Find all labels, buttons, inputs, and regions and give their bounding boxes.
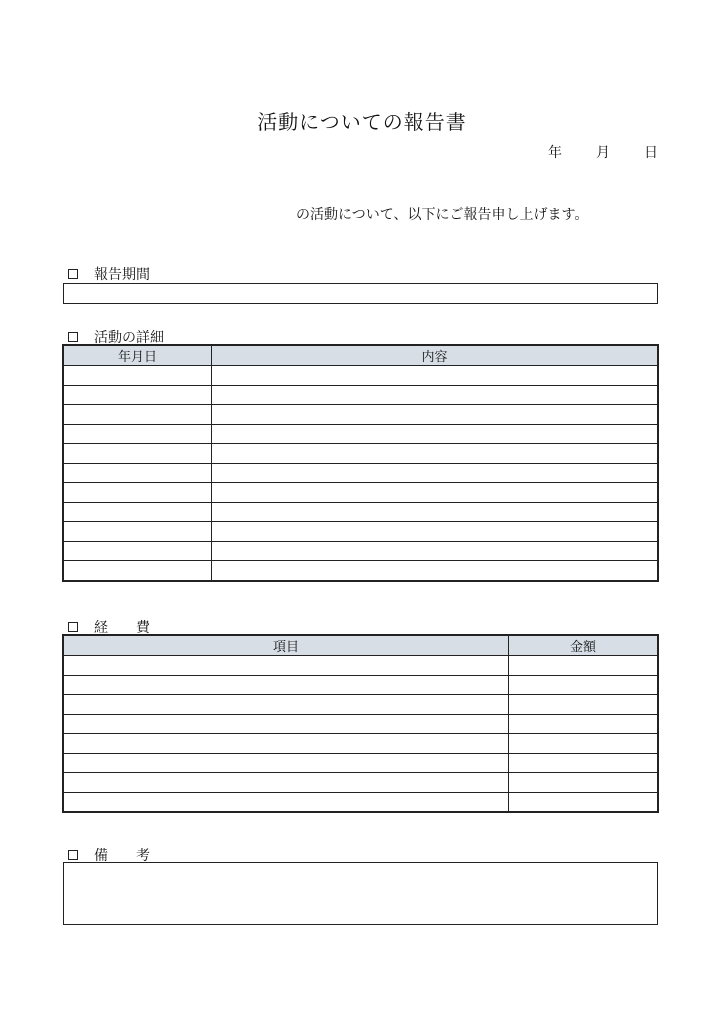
details-content-cell[interactable]: [212, 463, 658, 483]
checkbox-icon[interactable]: [68, 332, 78, 342]
expenses-amount-cell[interactable]: [509, 773, 658, 793]
period-field[interactable]: [63, 283, 658, 304]
table-row: [64, 366, 658, 386]
table-row: [64, 714, 658, 734]
table-row: [64, 675, 658, 695]
checkbox-icon[interactable]: [68, 622, 78, 632]
document-title: 活動についての報告書: [257, 110, 467, 134]
details-content-cell[interactable]: [212, 541, 658, 561]
table-row: [64, 522, 658, 542]
details-content-cell[interactable]: [212, 385, 658, 405]
remarks-field[interactable]: [63, 862, 658, 925]
expenses-amount-cell[interactable]: [509, 734, 658, 754]
table-row: [64, 444, 658, 464]
section-period-label: 報告期間: [94, 267, 150, 283]
expenses-table: [63, 635, 658, 812]
expenses-amount-cell[interactable]: [509, 675, 658, 695]
expenses-amount-cell[interactable]: [509, 792, 658, 812]
expenses-item-cell[interactable]: [64, 792, 509, 812]
expenses-col-item: 項目: [64, 636, 509, 656]
expenses-item-cell[interactable]: [64, 675, 509, 695]
table-row: [64, 792, 658, 812]
intro-text: の活動について、以下にご報告申し上げます。: [296, 207, 589, 223]
details-content-cell[interactable]: [212, 483, 658, 503]
details-content-cell[interactable]: [212, 424, 658, 444]
details-date-cell[interactable]: [64, 366, 212, 386]
table-row: [64, 424, 658, 444]
details-content-cell[interactable]: [212, 502, 658, 522]
expenses-item-cell[interactable]: [64, 695, 509, 715]
section-details-label: 活動の詳細: [94, 330, 164, 346]
details-date-cell[interactable]: [64, 483, 212, 503]
expenses-item-cell[interactable]: [64, 734, 509, 754]
details-col-date: 年月日: [64, 346, 212, 366]
table-row: [64, 734, 658, 754]
expenses-amount-cell[interactable]: [509, 695, 658, 715]
expenses-amount-cell[interactable]: [509, 714, 658, 734]
table-row: [64, 561, 658, 581]
details-date-cell[interactable]: [64, 444, 212, 464]
section-period-heading: [68, 264, 150, 284]
section-expenses-label: 経 費: [94, 620, 150, 636]
table-row: [64, 695, 658, 715]
details-content-cell[interactable]: [212, 522, 658, 542]
expenses-item-cell[interactable]: [64, 753, 509, 773]
checkbox-icon[interactable]: [68, 850, 78, 860]
details-content-cell[interactable]: [212, 444, 658, 464]
table-row: [64, 773, 658, 793]
expenses-col-amount: 金額: [509, 636, 658, 656]
checkbox-icon[interactable]: [68, 269, 78, 279]
details-date-cell[interactable]: [64, 385, 212, 405]
section-remarks-label: 備 考: [94, 848, 150, 864]
details-date-cell[interactable]: [64, 463, 212, 483]
date-line: [548, 142, 658, 162]
month-label: 月: [596, 145, 610, 161]
expenses-item-cell[interactable]: [64, 714, 509, 734]
expenses-header-row: [64, 636, 658, 656]
details-date-cell[interactable]: [64, 424, 212, 444]
details-date-cell[interactable]: [64, 502, 212, 522]
table-row: [64, 541, 658, 561]
details-table: [63, 345, 658, 581]
table-row: [64, 483, 658, 503]
expenses-amount-cell[interactable]: [509, 753, 658, 773]
table-row: [64, 502, 658, 522]
details-date-cell[interactable]: [64, 541, 212, 561]
details-content-cell[interactable]: [212, 366, 658, 386]
day-label: 日: [644, 145, 658, 161]
expenses-amount-cell[interactable]: [509, 656, 658, 676]
expenses-item-cell[interactable]: [64, 773, 509, 793]
year-label: 年: [548, 145, 562, 161]
expenses-item-cell[interactable]: [64, 656, 509, 676]
details-date-cell[interactable]: [64, 561, 212, 581]
table-row: [64, 656, 658, 676]
table-row: [64, 753, 658, 773]
details-date-cell[interactable]: [64, 405, 212, 425]
section-details-heading: [68, 327, 164, 347]
details-content-cell[interactable]: [212, 405, 658, 425]
table-row: [64, 385, 658, 405]
details-col-content: 内容: [212, 346, 658, 366]
table-row: [64, 463, 658, 483]
details-date-cell[interactable]: [64, 522, 212, 542]
section-expenses-heading: [68, 617, 150, 637]
details-content-cell[interactable]: [212, 561, 658, 581]
table-row: [64, 405, 658, 425]
details-header-row: [64, 346, 658, 366]
